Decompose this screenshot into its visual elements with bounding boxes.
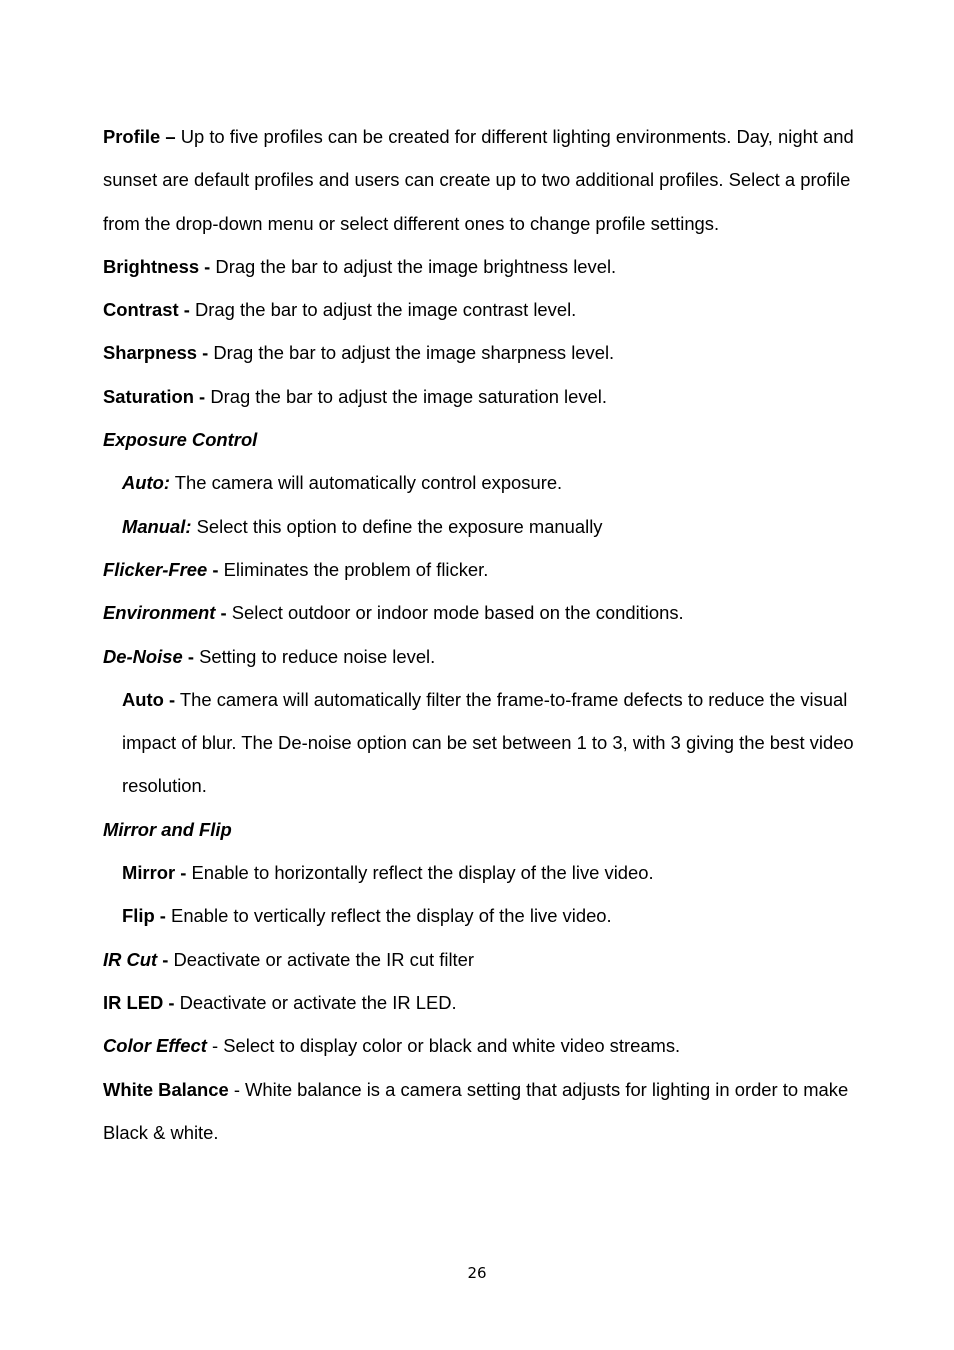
paragraph-ir-led	[103, 981, 863, 1024]
term-mirror: Mirror -	[122, 862, 187, 884]
term-profile: Profile –	[103, 126, 176, 147]
page-number: 26	[467, 1264, 487, 1282]
term-mirror-and-flip: Mirror and Flip	[103, 818, 232, 840]
term-flicker-free: Flicker-Free	[103, 558, 208, 580]
description-profile: Up to five profiles can be created for different lighting environments. Day, night and sunset are default profiles and users can create up to two additional profiles. Select a profile from the drop-down menu or select different ones to change profile settings.	[103, 126, 854, 234]
description-flicker-free: Eliminates the problem of flicker.	[223, 558, 489, 580]
term-brightness: Brightness -	[103, 255, 211, 277]
paragraph-profile	[103, 115, 863, 245]
description-environment: Select outdoor or indoor mode based on the conditions.	[231, 602, 684, 624]
term-ir-led: IR LED -	[103, 991, 175, 1013]
description-exposure-auto: The camera will automatically control exposure.	[174, 472, 563, 494]
paragraph-environment: Environment - Select outdoor or indoor mode based on the conditions.	[103, 602, 684, 624]
paragraph-de-noise-auto	[103, 678, 863, 808]
term-exposure-auto: Auto:	[122, 472, 170, 494]
description-exposure-manual: Select this option to define the exposure manually	[196, 515, 603, 537]
paragraph-contrast	[103, 288, 863, 331]
description-color-effect: - Select to display color or black and white video streams.	[212, 1035, 681, 1057]
term-saturation: Saturation -	[103, 385, 206, 407]
term-sharpness: Sharpness -	[103, 342, 209, 364]
paragraph-exposure-auto	[103, 461, 863, 504]
term-de-noise: De-Noise	[103, 645, 183, 667]
paragraph-ir-cut: IR Cut - Deactivate or activate the IR cut filter	[103, 948, 475, 970]
term-de-noise-auto: Auto -	[122, 688, 176, 710]
heading-exposure-control	[103, 418, 863, 461]
term-color-effect: Color Effect	[103, 1035, 207, 1057]
term-white-balance: White Balance	[103, 1078, 229, 1100]
heading-mirror-and-flip	[103, 808, 863, 851]
paragraph-flicker-free: Flicker-Free - Eliminates the problem of flicker.	[103, 558, 489, 580]
description-mirror: Enable to horizontally reflect the display of the live video.	[191, 862, 654, 884]
description-brightness: Drag the bar to adjust the image brightness level.	[215, 255, 617, 277]
paragraph-exposure-manual	[103, 505, 863, 548]
paragraph-white-balance	[103, 1068, 863, 1155]
term-environment: Environment	[103, 602, 216, 624]
term-exposure-control: Exposure Control	[103, 429, 258, 451]
description-ir-led: Deactivate or activate the IR LED.	[179, 991, 457, 1013]
description-sharpness: Drag the bar to adjust the image sharpness level.	[213, 342, 615, 364]
term-flip: Flip -	[122, 905, 166, 927]
paragraph-brightness	[103, 245, 863, 288]
paragraph-flip	[103, 894, 863, 937]
paragraph-sharpness	[103, 331, 863, 374]
term-contrast: Contrast -	[103, 299, 190, 321]
term-ir-cut: IR Cut	[103, 948, 158, 970]
paragraph-color-effect	[103, 1024, 863, 1067]
term-exposure-manual: Manual:	[122, 515, 192, 537]
description-flip: Enable to vertically reflect the display of the live video.	[171, 905, 612, 927]
description-de-noise-auto: The camera will automatically filter the frame-to-frame defects to reduce the visual impact of blur. The De-noise option can be set between 1 to 3, with 3 giving the best video resolution.	[122, 688, 854, 797]
paragraph-saturation	[103, 375, 863, 418]
document-body	[103, 115, 863, 1154]
description-de-noise: Setting to reduce noise level.	[199, 645, 436, 667]
description-white-balance: - White balance is a camera setting that adjusts for lighting in order to make Black & white.	[103, 1078, 849, 1143]
description-saturation: Drag the bar to adjust the image saturation level.	[210, 385, 607, 407]
paragraph-mirror	[103, 851, 863, 894]
description-ir-cut: Deactivate or activate the IR cut filter	[173, 948, 475, 970]
paragraph-de-noise: De-Noise - Setting to reduce noise level.	[103, 645, 436, 667]
description-contrast: Drag the bar to adjust the image contrast level.	[194, 299, 577, 321]
